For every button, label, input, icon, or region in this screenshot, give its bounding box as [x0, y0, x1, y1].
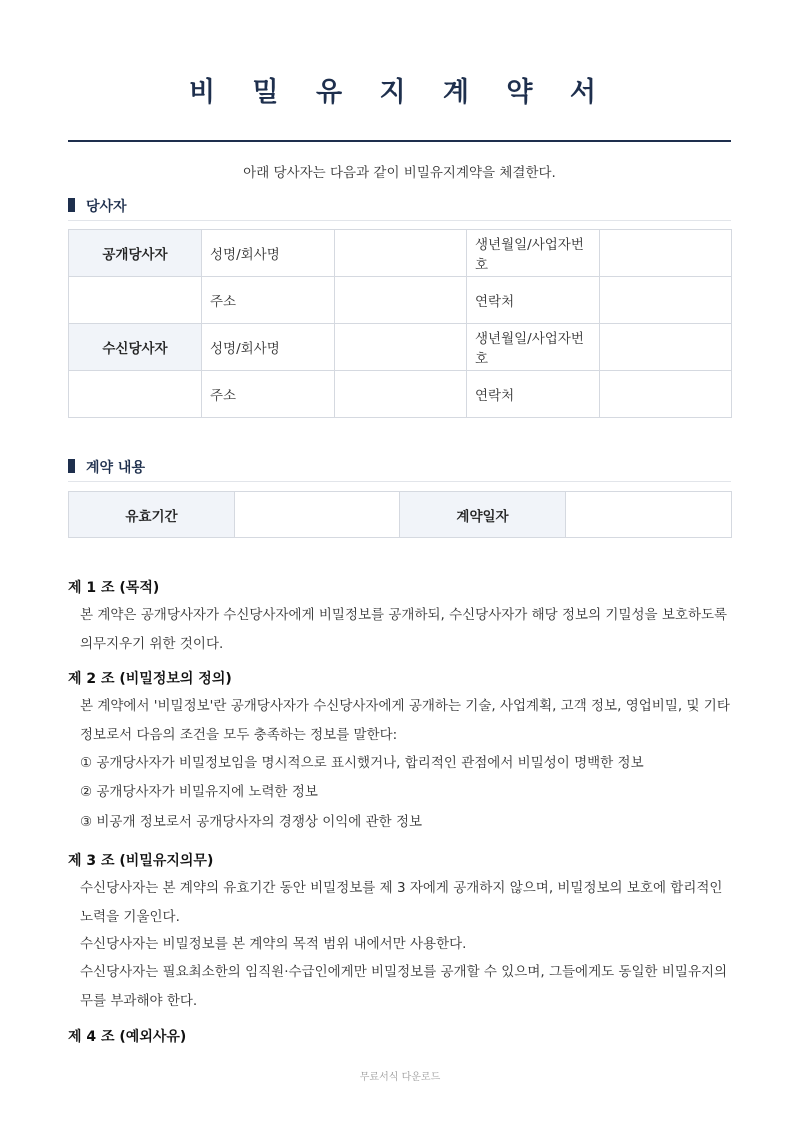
table-row: [69, 324, 732, 371]
table-row: [69, 371, 732, 418]
id-label: 생년월일/사업자번호: [467, 324, 600, 371]
section-title: 계약 내용: [86, 460, 145, 476]
period-field[interactable]: [235, 492, 400, 538]
recipient-address-field[interactable]: [335, 371, 467, 418]
recipient-label: 수신당사자: [69, 324, 202, 371]
clause-3-title: 제 3 조 (비밀유지의무): [68, 853, 214, 869]
clause-1-text: 본 계약은 공개당사자가 수신당사자에게 비밀정보를 공개하되, 수신당사자가 해당 정보의 기밀성을 보호하도록 의무지우기 위한 것이다.: [80, 607, 728, 652]
period-label: 유효기간: [69, 492, 235, 538]
parties-table: [68, 229, 732, 418]
discloser-name-field[interactable]: [335, 230, 467, 277]
section-header-contract: [68, 459, 731, 482]
empty-cell: [69, 277, 202, 324]
discloser-contact-field[interactable]: [600, 277, 732, 324]
table-row: [69, 230, 732, 277]
recipient-contact-field[interactable]: [600, 371, 732, 418]
title-divider: [68, 140, 731, 142]
address-label: 주소: [202, 277, 335, 324]
table-row: [69, 492, 732, 538]
discloser-address-field[interactable]: [335, 277, 467, 324]
clause-3-text-1: 수신당사자는 본 계약의 유효기간 동안 비밀정보를 제 3 자에게 공개하지 않으며, 비밀정보의 보호에 합리적인 노력을 기울인다.: [80, 880, 723, 925]
table-row: [69, 277, 732, 324]
name-label: 성명/회사명: [202, 324, 335, 371]
clause-3-text-2: 수신당사자는 비밀정보를 본 계약의 목적 범위 내에서만 사용한다.: [80, 936, 467, 952]
section-header-parties: [68, 198, 731, 221]
clause-2-item-1: ① 공개당사자가 비밀정보임을 명시적으로 표시했거나, 합리적인 관점에서 비밀성이 명백한 정보: [80, 755, 644, 771]
contact-label: 연락처: [467, 371, 600, 418]
name-label: 성명/회사명: [202, 230, 335, 277]
date-label: 계약일자: [400, 492, 566, 538]
document-title: 비 밀 유 지 계 약 서: [189, 77, 610, 108]
contact-label: 연락처: [467, 277, 600, 324]
section-title: 당사자: [86, 199, 127, 215]
section-marker: [68, 198, 75, 212]
clause-4-title: 제 4 조 (예외사유): [68, 1029, 187, 1045]
recipient-name-field[interactable]: [335, 324, 467, 371]
discloser-label: 공개당사자: [69, 230, 202, 277]
empty-cell: [69, 371, 202, 418]
clause-2-title: 제 2 조 (비밀정보의 정의): [68, 671, 232, 687]
recipient-id-field[interactable]: [600, 324, 732, 371]
id-label: 생년월일/사업자번호: [467, 230, 600, 277]
address-label: 주소: [202, 371, 335, 418]
clause-2-item-3: ③ 비공개 정보로서 공개당사자의 경쟁상 이익에 관한 정보: [80, 814, 423, 830]
section-marker: [68, 459, 75, 473]
clause-1-title: 제 1 조 (목적): [68, 580, 160, 596]
clause-2-text: 본 계약에서 '비밀정보'란 공개당사자가 수신당사자에게 공개하는 기술, 사업계획, 고객 정보, 영업비밀, 및 기타 정보로서 다음의 조건을 모두 충족하는 정보를 말한다:: [80, 698, 730, 743]
contract-table: [68, 491, 732, 538]
discloser-id-field[interactable]: [600, 230, 732, 277]
clause-2-item-2: ② 공개당사자가 비밀유지에 노력한 정보: [80, 784, 318, 800]
footer-link[interactable]: 무료서식 다운로드: [359, 1072, 441, 1083]
intro-text: 아래 당사자는 다음과 같이 비밀유지계약을 체결한다.: [243, 165, 556, 181]
clause-3-text-3: 수신당사자는 필요최소한의 임직원·수급인에게만 비밀정보를 공개할 수 있으며, 그들에게도 동일한 비밀유지의무를 부과해야 한다.: [80, 964, 728, 1009]
date-field[interactable]: [566, 492, 732, 538]
